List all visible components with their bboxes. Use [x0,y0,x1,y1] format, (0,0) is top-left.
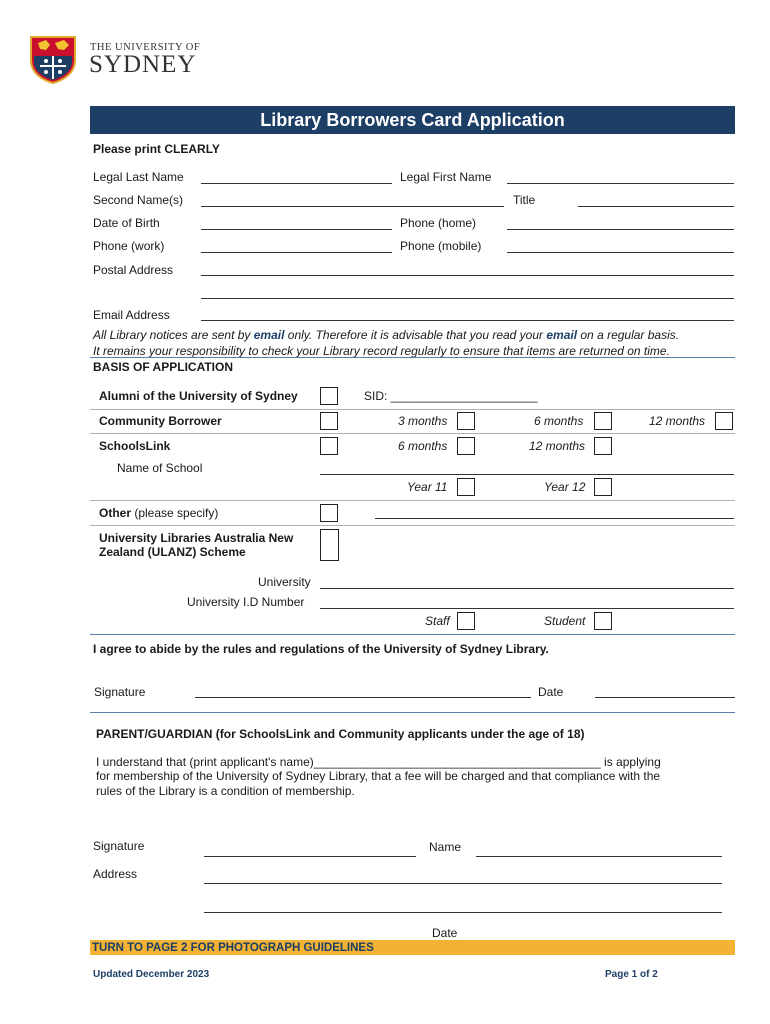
updated-date: Updated December 2023 [93,969,210,980]
community-6-months-label: 6 months [534,414,584,428]
phone-work-field[interactable] [201,252,392,253]
year-12-label: Year 12 [544,480,586,494]
university-crest-logo [28,34,78,84]
agreement-date-field[interactable] [595,697,735,698]
schoolslink-6-months-label: 6 months [398,439,448,453]
legal-last-name-label: Legal Last Name [93,170,184,184]
phone-mobile-field[interactable] [507,252,734,253]
university-name-small: THE UNIVERSITY OF [90,42,201,53]
phone-home-label: Phone (home) [400,216,477,230]
schoolslink-checkbox[interactable] [320,437,338,455]
guardian-address-field-line2[interactable] [204,912,722,913]
community-borrower-checkbox[interactable] [320,412,338,430]
agreement-signature-field[interactable] [195,697,531,698]
name-of-school-field[interactable] [320,474,734,475]
row-divider [90,433,735,434]
guardian-statement-line2: for membership of the University of Sydney Library, that a fee will be charged and that compliance with the [96,769,661,783]
email-notice-line1: All Library notices are sent by email only. Therefore it is advisable that you read your email on a regular basis. [93,328,680,342]
email-notice-line2: It remains your responsibility to check your Library record regularly to ensure that items are returned on time. [93,344,670,358]
guardian-statement-line1[interactable]: I understand that (print applicant's name)___________________________________________ is applying [96,755,661,769]
other-label: Other (please specify) [99,506,219,520]
guardian-address-label: Address [93,867,138,881]
community-borrower-label: Community Borrower [99,414,222,428]
university-id-label: University I.D Number [187,595,305,609]
postal-address-field-line2[interactable] [201,298,734,299]
legal-last-name-field[interactable] [201,183,392,184]
legal-first-name-label: Legal First Name [400,170,492,184]
guardian-name-field[interactable] [476,856,722,857]
print-clearly-note: Please print CLEARLY [93,142,220,156]
university-label: University [258,575,311,589]
basis-heading: BASIS OF APPLICATION [93,360,234,374]
phone-home-field[interactable] [507,229,734,230]
community-6-months-checkbox[interactable] [594,412,612,430]
phone-work-label: Phone (work) [93,239,165,253]
guardian-signature-label: Signature [93,839,145,853]
row-divider [90,409,735,410]
year-11-checkbox[interactable] [457,478,475,496]
email-address-label: Email Address [93,308,170,322]
date-of-birth-field[interactable] [201,229,392,230]
year-12-checkbox[interactable] [594,478,612,496]
ulanz-label-line1: University Libraries Australia New [99,531,294,545]
guardian-name-label: Name [429,840,462,854]
schoolslink-6-months-checkbox[interactable] [457,437,475,455]
ulanz-checkbox[interactable] [320,529,339,561]
second-names-label: Second Name(s) [93,193,184,207]
guardian-signature-field[interactable] [204,856,416,857]
turn-page-text: TURN TO PAGE 2 FOR PHOTOGRAPH GUIDELINES [92,942,374,954]
schoolslink-12-months-checkbox[interactable] [594,437,612,455]
row-divider [90,500,735,501]
section-divider [90,357,735,358]
student-label: Student [544,614,586,628]
guardian-statement-line3: rules of the Library is a condition of membership. [96,784,355,798]
other-specify-field[interactable] [375,518,734,519]
postal-address-label: Postal Address [93,263,174,277]
sid-field[interactable]: SID: ______________________ [364,389,538,403]
page-number: Page 1 of 2 [605,969,658,980]
university-name-large: SYDNEY [89,51,197,78]
row-divider [90,525,735,526]
alumni-checkbox[interactable] [320,387,338,405]
staff-label: Staff [425,614,450,628]
agreement-date-label: Date [538,685,564,699]
legal-first-name-field[interactable] [507,183,734,184]
postal-address-field-line1[interactable] [201,275,734,276]
guardian-heading: PARENT/GUARDIAN (for SchoolsLink and Community applicants under the age of 18) [96,727,585,741]
year-11-label: Year 11 [407,480,448,494]
staff-checkbox[interactable] [457,612,475,630]
alumni-label: Alumni of the University of Sydney [99,389,298,403]
title-field[interactable] [578,206,734,207]
other-checkbox[interactable] [320,504,338,522]
student-checkbox[interactable] [594,612,612,630]
agreement-signature-label: Signature [94,685,146,699]
community-3-months-checkbox[interactable] [457,412,475,430]
name-of-school-label: Name of School [117,461,203,475]
email-address-field[interactable] [201,320,734,321]
form-title: Library Borrowers Card Application [90,106,735,134]
title-label: Title [513,193,536,207]
schoolslink-label: SchoolsLink [99,439,171,453]
community-12-months-checkbox[interactable] [715,412,733,430]
second-names-field[interactable] [201,206,504,207]
section-divider [90,712,735,713]
phone-mobile-label: Phone (mobile) [400,239,482,253]
date-of-birth-label: Date of Birth [93,216,160,230]
ulanz-label-line2: Zealand (ULANZ) Scheme [99,545,246,559]
university-id-field[interactable] [320,608,734,609]
university-field[interactable] [320,588,734,589]
guardian-address-field-line1[interactable] [204,883,722,884]
section-divider [90,634,735,635]
community-12-months-label: 12 months [649,414,706,428]
schoolslink-12-months-label: 12 months [529,439,586,453]
community-3-months-label: 3 months [398,414,448,428]
agreement-text: I agree to abide by the rules and regulations of the University of Sydney Library. [93,642,549,656]
guardian-date-label: Date [432,926,458,940]
